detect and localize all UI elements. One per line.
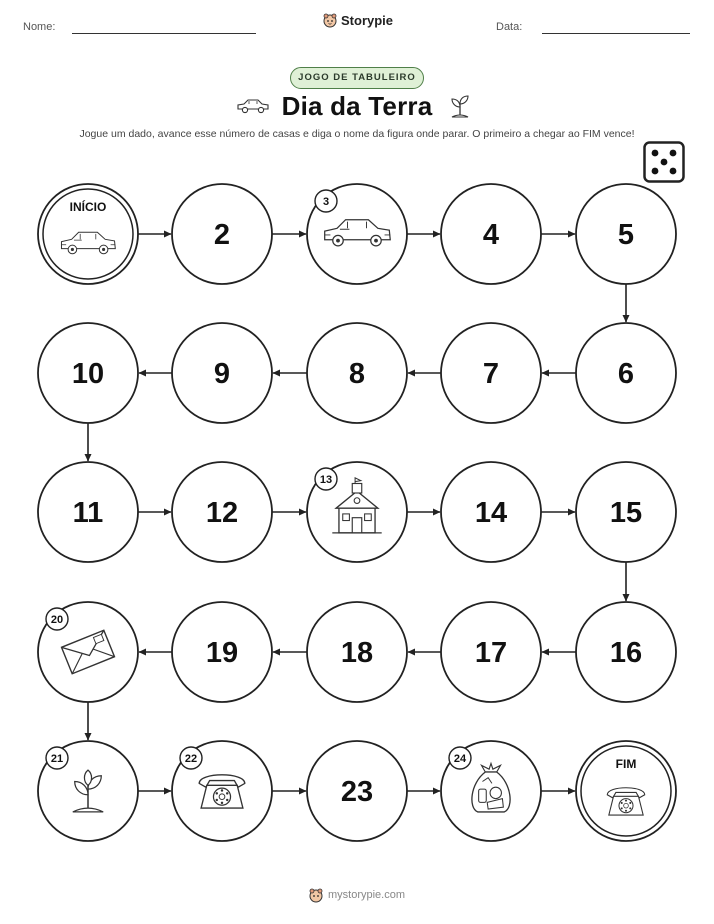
cell-number: 22 <box>184 753 198 765</box>
board-cell-8 <box>307 323 407 423</box>
cell-number: 10 <box>71 358 105 390</box>
footer <box>308 887 405 903</box>
cell-number: 13 <box>319 474 333 486</box>
cell-number: 20 <box>50 614 64 626</box>
board-cell-21 <box>38 741 138 841</box>
board-cell-1 <box>38 184 138 284</box>
cell-number: 19 <box>205 637 239 669</box>
board-cell-17 <box>441 602 541 702</box>
board-cell-20 <box>38 602 138 702</box>
cell-number: 8 <box>348 358 366 390</box>
cell-number: 21 <box>50 753 64 765</box>
instructions-text: Jogue um dado, avance esse número de casas e diga o nome da figura onde parar. O primeiro a chegar ao FIM vence! <box>79 128 635 140</box>
telephone-icon <box>607 788 644 815</box>
cell-number: 17 <box>474 637 508 669</box>
cell-number: 4 <box>482 219 500 251</box>
board-cell-22 <box>172 741 272 841</box>
board-cell-12 <box>172 462 272 562</box>
board-cell-11 <box>38 462 138 562</box>
board-cell-3 <box>307 184 407 284</box>
cell-number: 24 <box>453 753 467 765</box>
cell-number: 11 <box>72 497 104 529</box>
cell-number: 16 <box>609 637 643 669</box>
footer-url: mystorypie.com <box>328 889 406 901</box>
board-cell-10 <box>38 323 138 423</box>
storypie-mascot-icon <box>308 887 324 903</box>
cell-number: 12 <box>205 497 239 529</box>
board-cell-18 <box>307 602 407 702</box>
board-cell-7 <box>441 323 541 423</box>
cell-number: 9 <box>213 358 231 390</box>
telephone-icon <box>199 775 245 808</box>
board-cell-2 <box>172 184 272 284</box>
board-cell-23 <box>307 741 407 841</box>
cell-number: 18 <box>340 637 374 669</box>
finish-label: FIM <box>615 757 637 771</box>
board-cell-4 <box>441 184 541 284</box>
board-cell-14 <box>441 462 541 562</box>
brand-name: Storypie <box>341 12 394 28</box>
page-title: Dia da Terra <box>281 91 433 121</box>
board-cell-5 <box>576 184 676 284</box>
board-cell-15 <box>576 462 676 562</box>
cell-number: 7 <box>482 358 500 390</box>
date-label: Data: <box>496 21 523 33</box>
cell-number: 5 <box>617 219 635 251</box>
game-type-badge: JOGO DE TABULEIRO <box>290 67 424 89</box>
board-cell-24 <box>441 741 541 841</box>
cell-number: 2 <box>213 219 231 251</box>
board-cell-6 <box>576 323 676 423</box>
board-cell-13 <box>307 462 407 562</box>
board-cell-19 <box>172 602 272 702</box>
board-cell-16 <box>576 602 676 702</box>
cell-number: 6 <box>617 358 635 390</box>
cell-number: 23 <box>340 776 374 808</box>
start-label: INÍCIO <box>69 200 107 214</box>
board-cell-9 <box>172 323 272 423</box>
board-cell-25 <box>576 741 676 841</box>
cell-number: 14 <box>474 497 508 529</box>
cell-number: 3 <box>322 196 330 208</box>
name-label: Nome: <box>23 21 56 33</box>
cell-number: 15 <box>609 497 643 529</box>
